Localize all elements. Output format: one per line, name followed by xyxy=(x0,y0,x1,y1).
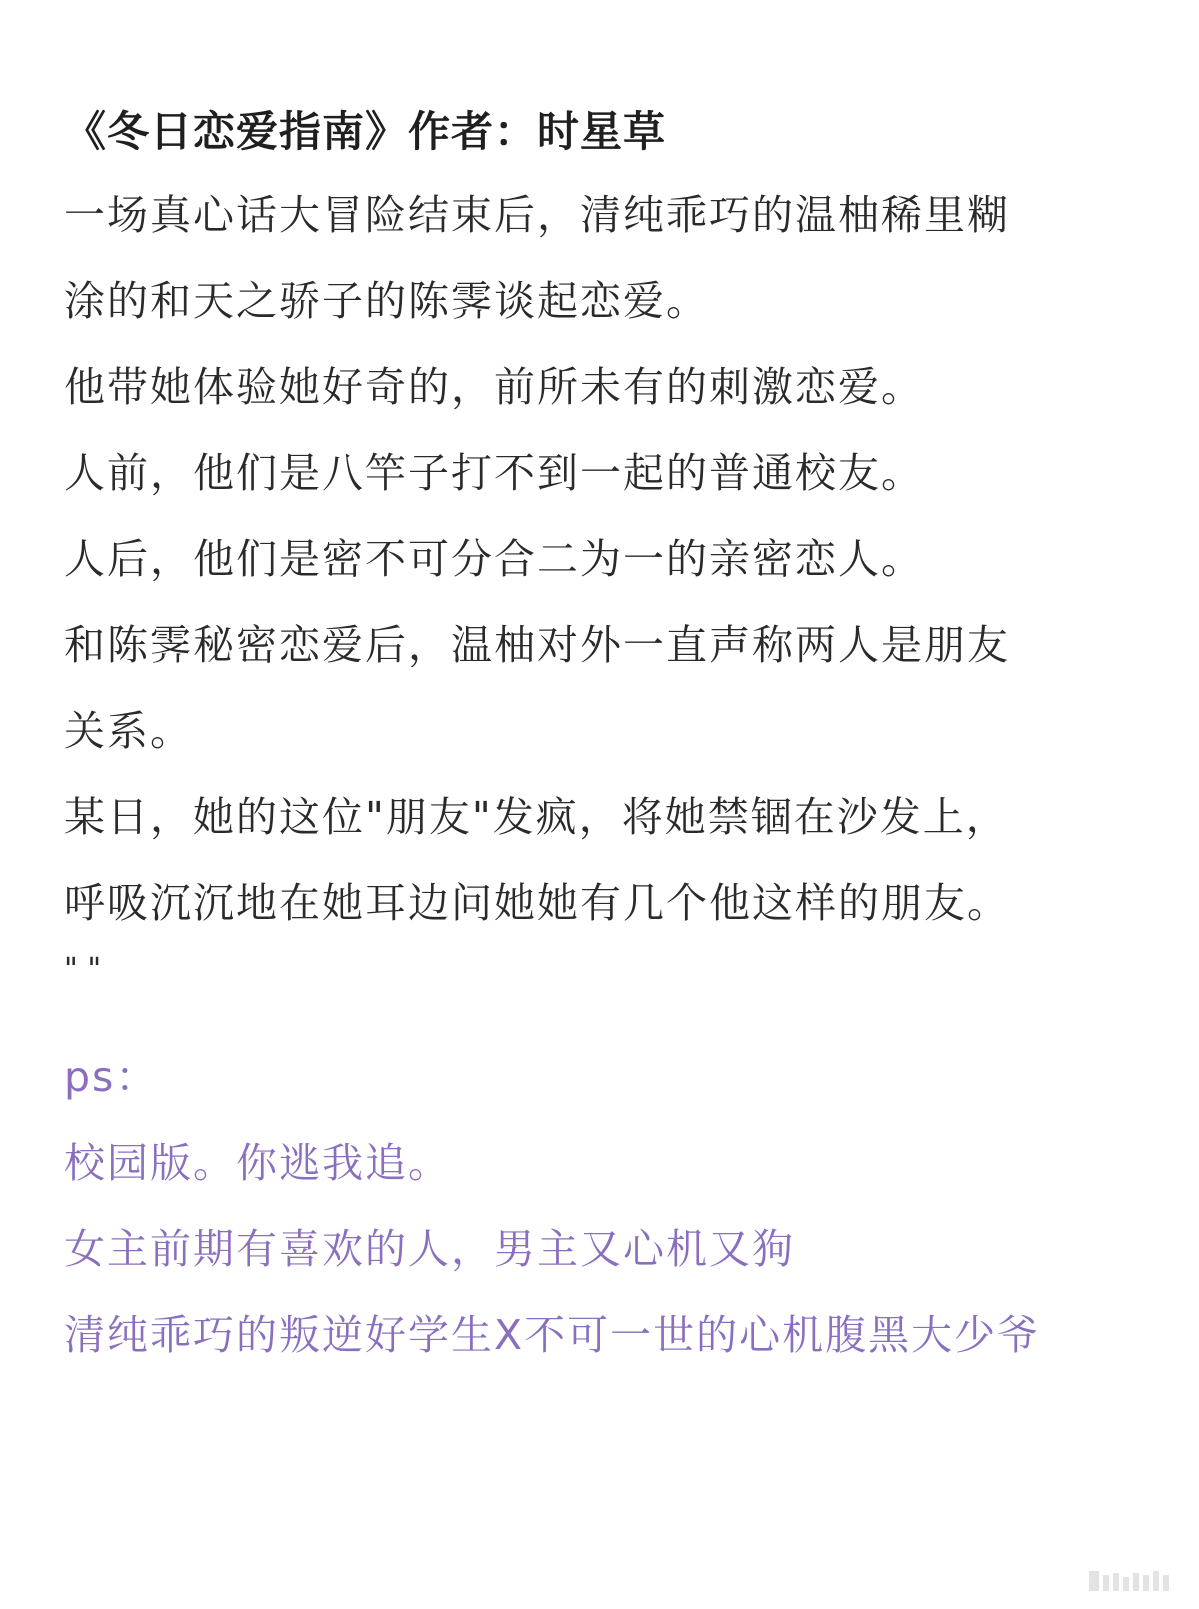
ps-line: 清纯乖巧的叛逆好学生X不可一世的心机腹黑大少爷 xyxy=(64,1311,1041,1359)
synopsis-line: 涂的和天之骄子的陈霁谈起恋爱。 xyxy=(64,277,709,325)
synopsis-line: 某日，她的这位"朋友"发疯，将她禁锢在沙发上， xyxy=(64,793,1009,841)
synopsis-line: 呼吸沉沉地在她耳边问她她有几个他这样的朋友。 xyxy=(64,879,1010,927)
watermark-icon xyxy=(1087,1567,1177,1593)
document-page xyxy=(64,96,1144,1378)
synopsis-line: 一场真心话大冒险结束后，清纯乖巧的温柚稀里糊 xyxy=(64,191,1010,239)
synopsis-line: 他带她体验她好奇的，前所未有的刺激恋爱。 xyxy=(64,363,924,411)
watermark-mark xyxy=(1087,1567,1177,1599)
ps-line: 校园版。你逃我追。 xyxy=(64,1139,451,1187)
synopsis-line: 人前，他们是八竿子打不到一起的普通校友。 xyxy=(64,449,924,497)
synopsis-line: 人后，他们是密不可分合二为一的亲密恋人。 xyxy=(64,535,924,583)
ps-heading: ps： xyxy=(64,1053,159,1101)
document-title: 《冬日恋爱指南》作者：时星草 xyxy=(64,107,667,156)
ps-block xyxy=(64,1034,1144,1378)
synopsis-line: 和陈霁秘密恋爱后，温柚对外一直声称两人是朋友 xyxy=(64,621,1010,669)
quote-marks: " " xyxy=(64,952,102,987)
synopsis-line: 关系。 xyxy=(64,707,193,755)
ps-line: 女主前期有喜欢的人，男主又心机又狗 xyxy=(64,1225,795,1273)
synopsis-block xyxy=(64,172,1144,1006)
